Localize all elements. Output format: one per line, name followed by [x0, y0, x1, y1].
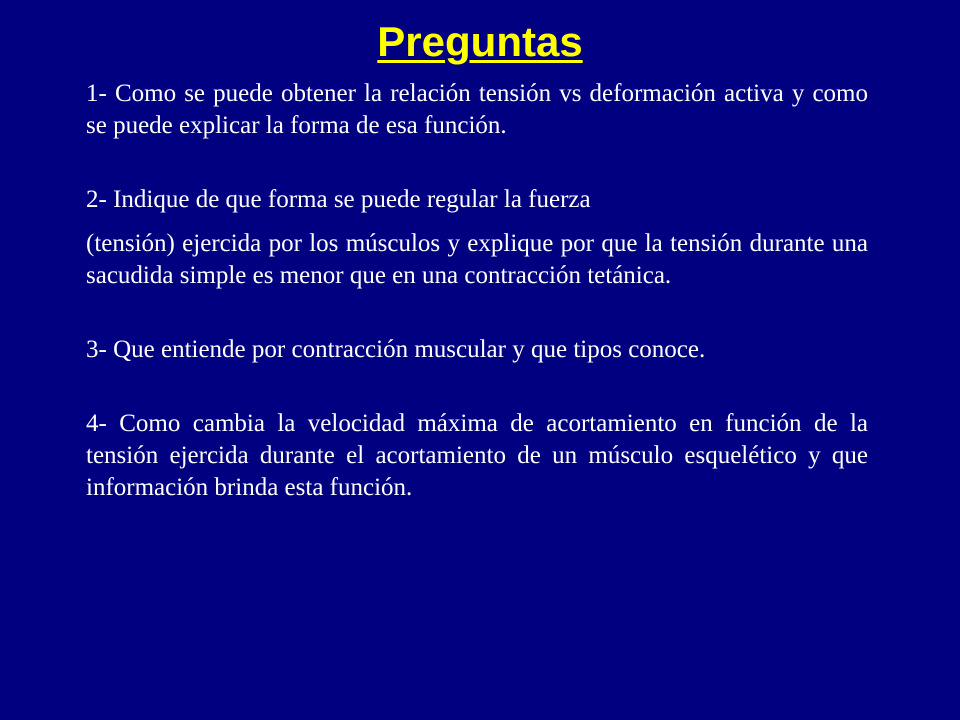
- question-1: 1- Como se puede obtener la relación tensión vs deformación activa y como se puede explicar la forma de esa función.: [86, 80, 868, 139]
- question-list: [86, 78, 868, 504]
- question-4: 4- Como cambia la velocidad máxima de acortamiento en función de la tensión ejercida durante el acortamiento de un músculo esquelético y que información brinda esta función.: [86, 410, 868, 501]
- question-2-intro: 2- Indique de que forma se puede regular la fuerza: [86, 186, 591, 213]
- slide-title-container: [0, 12, 960, 72]
- slide-title: Preguntas: [377, 18, 583, 65]
- question-3: 3- Que entiende por contracción muscular y que tipos conoce.: [86, 336, 706, 363]
- question-2-body: (tensión) ejercida por los músculos y explique por que la tensión durante una sacudida simple es menor que en una contracción tetánica.: [86, 230, 868, 289]
